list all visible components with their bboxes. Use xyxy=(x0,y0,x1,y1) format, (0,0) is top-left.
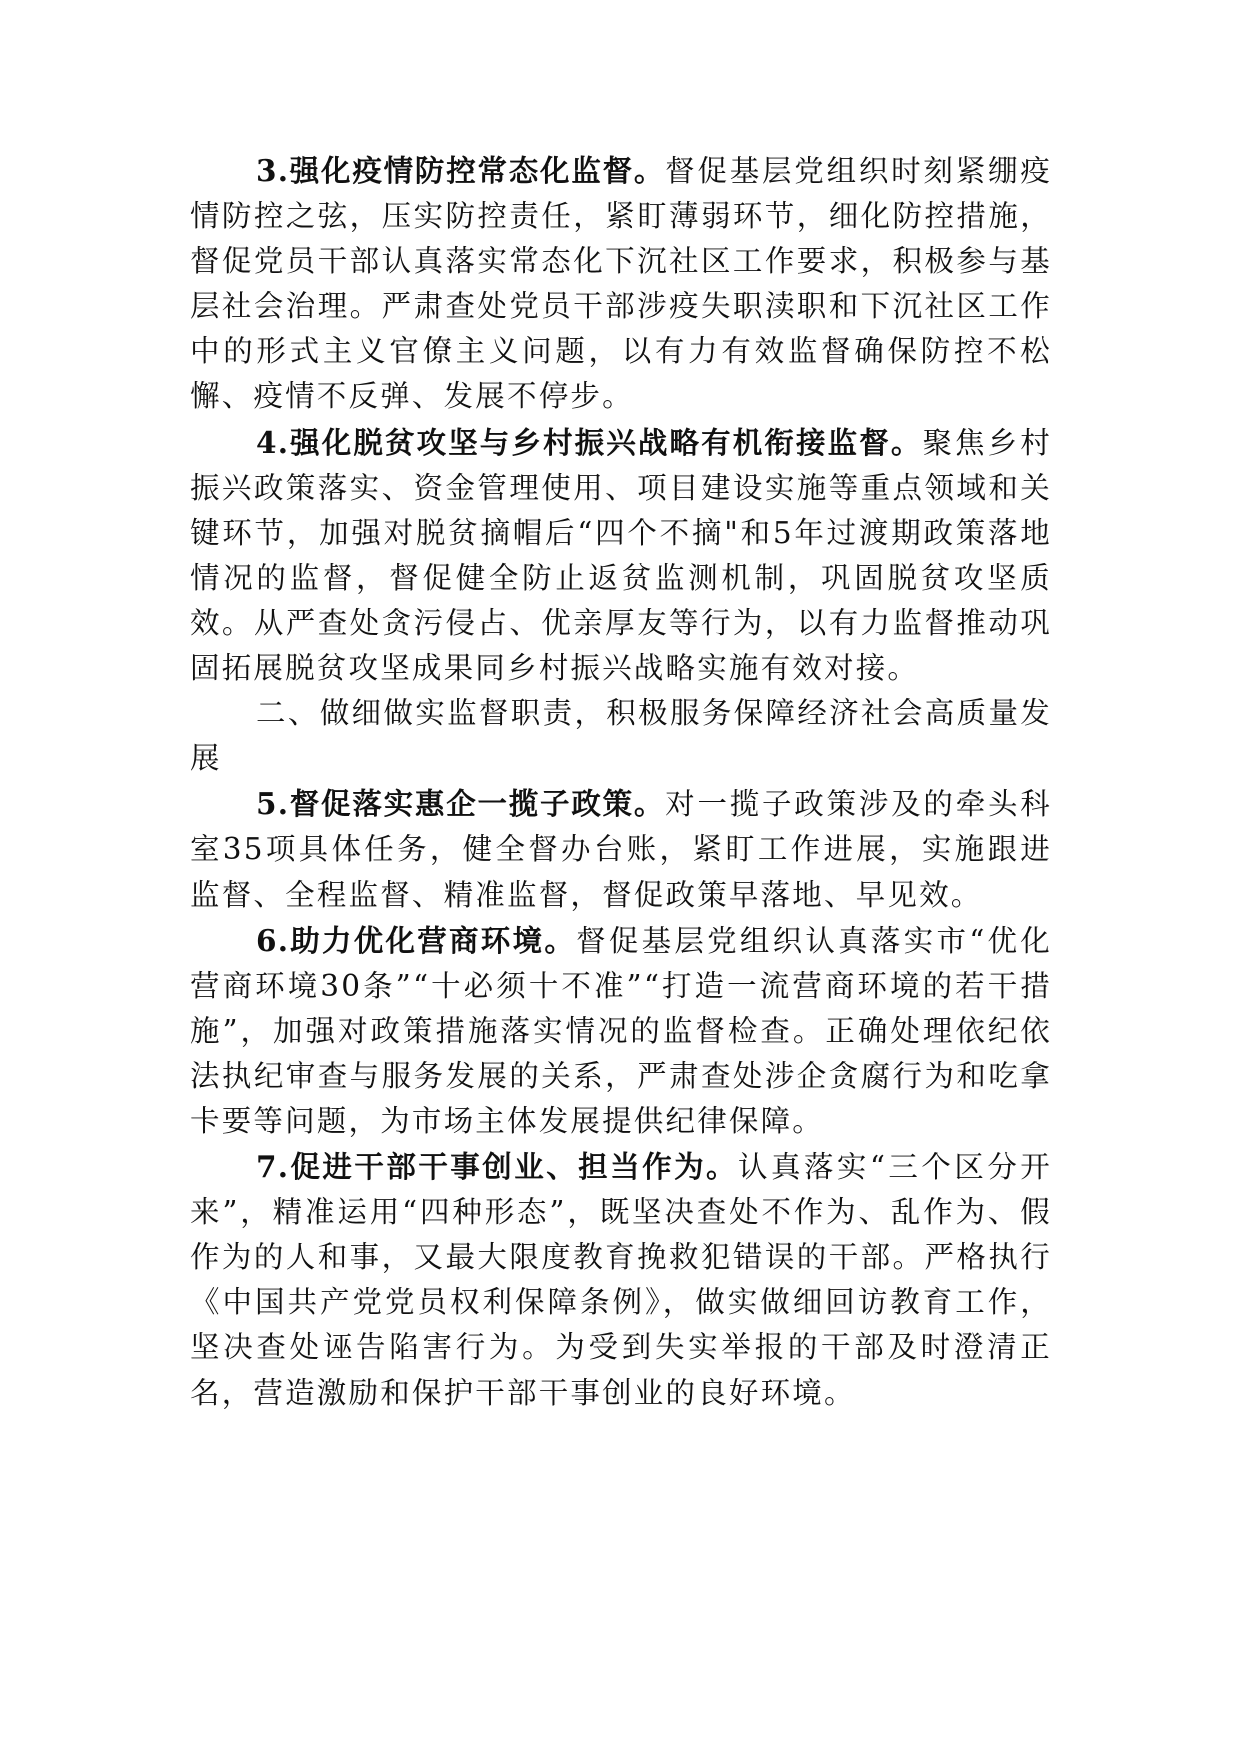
paragraph-3-lead: 3.强化疫情防控常态化监督。 xyxy=(256,153,666,188)
paragraph-4 xyxy=(190,420,1052,692)
paragraph-5-lead: 5.督促落实惠企一揽子政策。 xyxy=(256,786,666,822)
paragraph-5 xyxy=(190,781,1052,917)
paragraph-6-body: 督促基层党组织认真落实市“优化营商环境30条”“十必须十不准”“打造一流营商环境的若干措施”，加强对政策措施落实情况的监督检查。正确处理依纪依法执纪审查与服务发展的关系，严肃查处涉企贪腐行为和吃拿卡要等问题，为市场主体发展提供纪律保障。 xyxy=(190,923,1052,1138)
paragraph-7 xyxy=(190,1144,1052,1416)
paragraph-7-lead: 7.促进干部干事创业、担当作为。 xyxy=(256,1149,739,1185)
document-body xyxy=(190,148,1052,1416)
paragraph-3-body: 督促基层党组织时刻紧绷疫情防控之弦，压实防控责任，紧盯薄弱环节，细化防控措施，督促党员干部认真落实常态化下沉社区工作要求，积极参与基层社会治理。严肃查处党员干部涉疫失职渎职和下沉社区工作中的形式主义官僚主义问题，以有力有效监督确保防控不松懈、疫情不反弹、发展不停步。 xyxy=(190,154,1052,414)
section-heading: 二、做细做实监督职责，积极服务保障经济社会高质量发展 xyxy=(190,696,1052,776)
paragraph-3 xyxy=(190,148,1052,420)
paragraph-4-lead: 4.强化脱贫攻坚与乡村振兴战略有机衔接监督。 xyxy=(256,424,923,460)
paragraph-7-body: 认真落实“三个区分开来”，精准运用“四种形态”，既坚决查处不作为、乱作为、假作为的人和事，又最大限度教育挽救犯错误的干部。严格执行《中国共产党党员权利保障条例》，做实做细回访教育工作，坚决查处诬告陷害行为。为受到失实举报的干部及时澄清正名，营造激励和保护干部干事创业的良好环境。 xyxy=(190,1150,1052,1410)
paragraph-4-body: 聚焦乡村振兴政策落实、资金管理使用、项目建设实施等重点领域和关键环节，加强对脱贫摘帽后“四个不摘"和5年过渡期政策落地情况的监督，督促健全防止返贫监测机制，巩固脱贫攻坚质效。从严查处贪污侵占、优亲厚友等行为，以有力监督推动巩固拓展脱贫攻坚成果同乡村振兴战略实施有效对接。 xyxy=(190,425,1052,686)
paragraph-6 xyxy=(190,918,1052,1144)
paragraph-6-lead: 6.助力优化营商环境。 xyxy=(256,922,577,958)
paragraph-5-body: 对一揽子政策涉及的牵头科室35项具体任务，健全督办台账，紧盯工作进展，实施跟进监督、全程监督、精准监督，督促政策早落地、早见效。 xyxy=(190,787,1052,912)
